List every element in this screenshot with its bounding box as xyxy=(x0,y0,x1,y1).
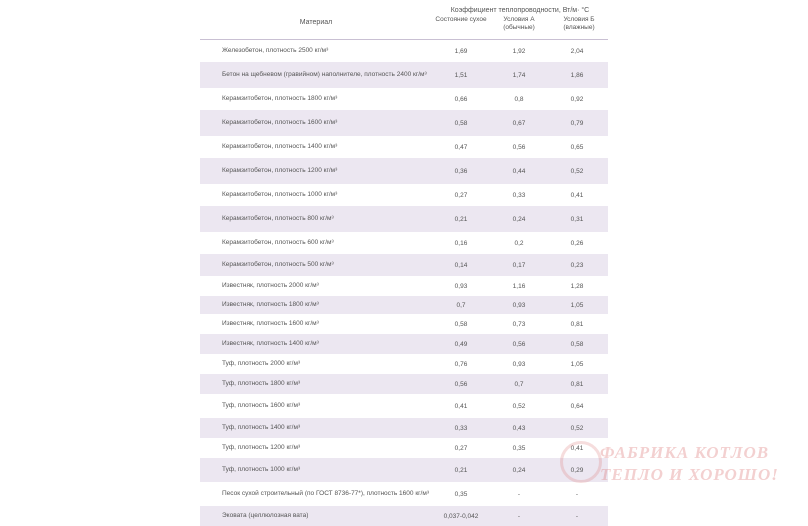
material-cell: Туф, плотность 1000 кг/м³ xyxy=(222,466,301,473)
material-cell: Бетон на щебневом (гравийном) наполнителе, плотность 2400 кг/м³ xyxy=(222,71,427,78)
condition-a-value-cell: 0,24 xyxy=(512,215,526,223)
condition-a-value-cell: 0,24 xyxy=(512,466,526,474)
material-cell: Туф, плотность 1800 кг/м³ xyxy=(222,380,301,387)
material-cell: Туф, плотность 1600 кг/м³ xyxy=(222,402,301,409)
dry-value-cell: 0,76 xyxy=(454,360,468,368)
table-row xyxy=(200,232,608,254)
condition-a-value-cell: 0,8 xyxy=(514,95,524,103)
condition-b-value-cell: 1,05 xyxy=(570,301,584,309)
condition-a-value-cell: 0,93 xyxy=(512,360,526,368)
table-row xyxy=(200,482,608,506)
condition-b-value-cell: 2,04 xyxy=(570,47,584,55)
condition-a-value-cell: - xyxy=(517,512,521,520)
table-row xyxy=(200,276,608,296)
condition-b-value-cell: 0,81 xyxy=(570,320,584,328)
dry-value-cell: 0,58 xyxy=(454,320,468,328)
condition-a-value-cell: 0,56 xyxy=(512,143,526,151)
dry-value-cell: 0,49 xyxy=(454,340,468,348)
condition-a-value-cell: - xyxy=(517,490,521,498)
table-row xyxy=(200,458,608,482)
condition-a-value-cell: 0,35 xyxy=(512,444,526,452)
condition-a-value-cell: 1,16 xyxy=(512,282,526,290)
material-cell: Песок сухой строительный (по ГОСТ 8736-77*), плотность 1600 кг/м³ xyxy=(222,490,429,497)
table-row xyxy=(200,394,608,418)
condition-b-value-cell: 0,52 xyxy=(570,167,584,175)
condition-b-value-cell: 0,52 xyxy=(570,424,584,432)
condition-a-value-cell: 0,43 xyxy=(512,424,526,432)
dry-value-cell: 0,58 xyxy=(454,119,468,127)
condition-b-value-cell: - xyxy=(575,512,579,520)
material-cell: Эковата (целлюлозная вата) xyxy=(222,512,309,519)
condition-a-value-cell: 0,2 xyxy=(514,239,524,247)
dry-value-cell: 0,41 xyxy=(454,402,468,410)
header-coefficient: Коэффициент теплопроводности, Вт/м· °С xyxy=(450,7,590,14)
table-row xyxy=(200,62,608,88)
material-cell: Керамзитобетон, плотность 1000 кг/м³ xyxy=(222,191,338,198)
condition-b-value-cell: 0,65 xyxy=(570,143,584,151)
material-cell: Туф, плотность 1200 кг/м³ xyxy=(222,444,301,451)
watermark-line1: ФАБРИКА КОТЛОВ xyxy=(600,443,770,462)
header-col-b: Условия Б (влажные) xyxy=(563,16,595,31)
condition-a-value-cell: 0,33 xyxy=(512,191,526,199)
table-row xyxy=(200,354,608,374)
table-row xyxy=(200,110,608,136)
condition-b-value-cell: 0,81 xyxy=(570,380,584,388)
condition-b-value-cell: 0,31 xyxy=(570,215,584,223)
dry-value-cell: 0,35 xyxy=(454,490,468,498)
table-row xyxy=(200,88,608,110)
condition-a-value-cell: 1,92 xyxy=(512,47,526,55)
material-cell: Туф, плотность 2000 кг/м³ xyxy=(222,360,301,367)
flame-logo-icon xyxy=(560,441,602,483)
header-col-dry: Состояние сухое xyxy=(435,16,487,23)
header-material: Материал xyxy=(299,19,333,26)
condition-b-value-cell: 1,28 xyxy=(570,282,584,290)
table-row xyxy=(200,184,608,206)
material-cell: Известняк, плотность 2000 кг/м³ xyxy=(222,282,319,289)
condition-b-value-cell: 0,29 xyxy=(570,466,584,474)
condition-a-value-cell: 0,52 xyxy=(512,402,526,410)
table-row xyxy=(200,40,608,62)
material-cell: Железобетон, плотность 2500 кг/м³ xyxy=(222,47,329,54)
material-cell: Керамзитобетон, плотность 1200 кг/м³ xyxy=(222,167,338,174)
dry-value-cell: 0,47 xyxy=(454,143,468,151)
dry-value-cell: 0,14 xyxy=(454,261,468,269)
material-cell: Керамзитобетон, плотность 1600 кг/м³ xyxy=(222,119,338,126)
table-row xyxy=(200,158,608,184)
condition-b-value-cell: 1,86 xyxy=(570,71,584,79)
table-row xyxy=(200,438,608,458)
dry-value-cell: 0,27 xyxy=(454,191,468,199)
condition-a-value-cell: 0,73 xyxy=(512,320,526,328)
condition-b-value-cell: 0,41 xyxy=(570,444,584,452)
header-col-a: Условия А (обычные) xyxy=(503,16,535,31)
table-row xyxy=(200,418,608,438)
condition-b-value-cell: 0,64 xyxy=(570,402,584,410)
dry-value-cell: 0,21 xyxy=(454,215,468,223)
table-row xyxy=(200,334,608,354)
material-cell: Керамзитобетон, плотность 1400 кг/м³ xyxy=(222,143,338,150)
condition-a-value-cell: 1,74 xyxy=(512,71,526,79)
dry-value-cell: 1,69 xyxy=(454,47,468,55)
condition-b-value-cell: 1,05 xyxy=(570,360,584,368)
material-cell: Туф, плотность 1400 кг/м³ xyxy=(222,424,301,431)
condition-b-value-cell: 0,58 xyxy=(570,340,584,348)
material-cell: Известняк, плотность 1800 кг/м³ xyxy=(222,301,319,308)
condition-a-value-cell: 0,56 xyxy=(512,340,526,348)
condition-a-value-cell: 0,17 xyxy=(512,261,526,269)
condition-b-value-cell: 0,41 xyxy=(570,191,584,199)
condition-a-value-cell: 0,7 xyxy=(514,380,524,388)
dry-value-cell: 0,66 xyxy=(454,95,468,103)
condition-b-value-cell: 0,92 xyxy=(570,95,584,103)
dry-value-cell: 0,21 xyxy=(454,466,468,474)
condition-a-value-cell: 0,67 xyxy=(512,119,526,127)
table-body xyxy=(200,40,608,526)
table-row xyxy=(200,296,608,314)
dry-value-cell: 0,93 xyxy=(454,282,468,290)
dry-value-cell: 0,7 xyxy=(456,301,466,309)
table-header xyxy=(200,6,608,40)
material-cell: Известняк, плотность 1600 кг/м³ xyxy=(222,320,319,327)
table-row xyxy=(200,314,608,334)
dry-value-cell: 0,037-0,042 xyxy=(443,512,479,520)
watermark xyxy=(560,437,808,497)
dry-value-cell: 0,27 xyxy=(454,444,468,452)
table-row xyxy=(200,136,608,158)
dry-value-cell: 0,56 xyxy=(454,380,468,388)
condition-a-value-cell: 0,44 xyxy=(512,167,526,175)
material-cell: Известняк, плотность 1400 кг/м³ xyxy=(222,340,319,347)
dry-value-cell: 0,16 xyxy=(454,239,468,247)
table-row xyxy=(200,506,608,526)
dry-value-cell: 1,51 xyxy=(454,71,468,79)
table-row xyxy=(200,206,608,232)
dry-value-cell: 0,36 xyxy=(454,167,468,175)
material-cell: Керамзитобетон, плотность 500 кг/м³ xyxy=(222,261,334,268)
material-cell: Керамзитобетон, плотность 1800 кг/м³ xyxy=(222,95,338,102)
dry-value-cell: 0,33 xyxy=(454,424,468,432)
condition-b-value-cell: 0,79 xyxy=(570,119,584,127)
thermal-conductivity-table xyxy=(200,6,608,526)
condition-b-value-cell: 0,26 xyxy=(570,239,584,247)
condition-b-value-cell: - xyxy=(575,490,579,498)
condition-b-value-cell: 0,23 xyxy=(570,261,584,269)
table-row xyxy=(200,374,608,394)
watermark-line2: ТЕПЛО И ХОРОШО! xyxy=(600,465,779,484)
table-row xyxy=(200,254,608,276)
material-cell: Керамзитобетон, плотность 800 кг/м³ xyxy=(222,215,334,222)
condition-a-value-cell: 0,93 xyxy=(512,301,526,309)
material-cell: Керамзитобетон, плотность 600 кг/м³ xyxy=(222,239,334,246)
